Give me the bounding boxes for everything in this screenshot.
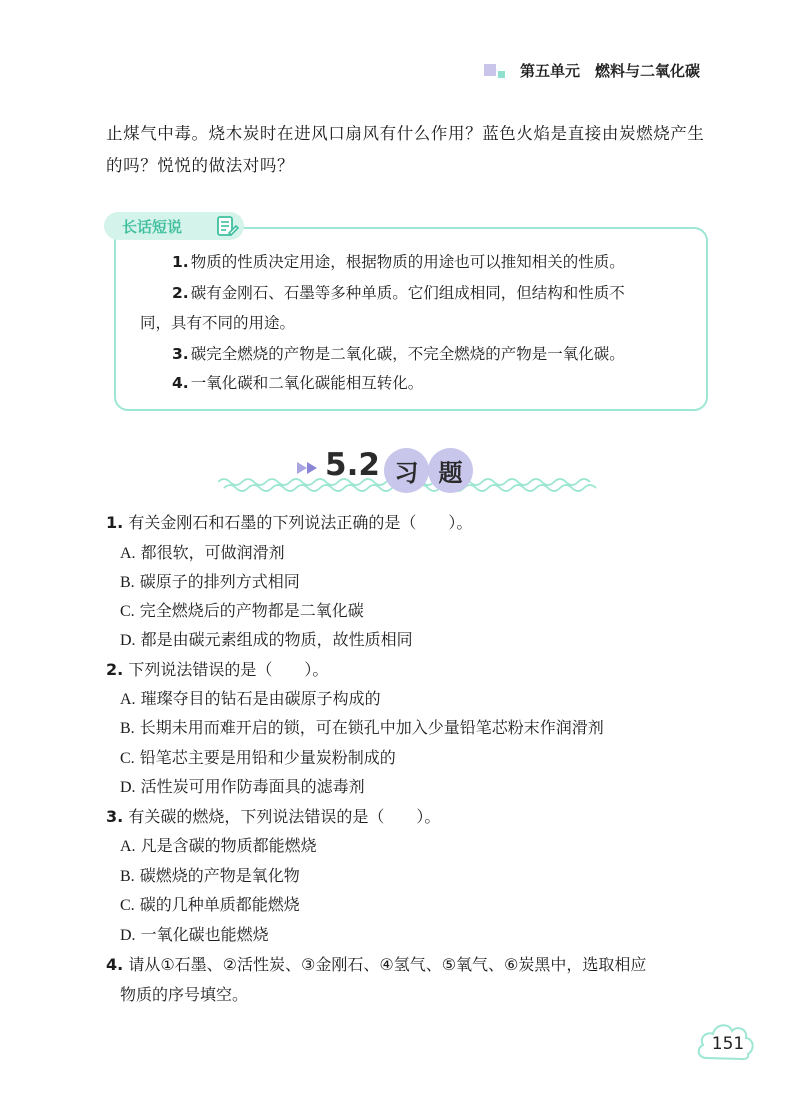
option-letter: B. [120,868,135,885]
summary-item [140,250,686,274]
option-text: 璀璨夺目的钻石是由碳原子构成的 [140,689,381,708]
question-stem-continuation: 物质的序号填空。 [120,985,249,1004]
unit-number: 第五单元 [520,62,581,80]
summary-item-continuation: 同，具有不同的用途。 [140,314,296,332]
option-letter: C. [120,750,135,767]
option [120,774,365,797]
option-text: 都是由碳元素组成的物质，故性质相同 [140,630,413,649]
option [120,892,300,915]
running-header [520,60,700,81]
option [120,833,317,856]
option-letter: B. [120,720,135,737]
option-text: 活性炭可用作防毒面具的滤毒剂 [140,777,365,796]
option-text: 长期未用而难开启的锁，可在锁孔中加入少量铅笔芯粉末作润滑剂 [139,718,604,737]
header-square-mint [498,71,505,78]
question [106,952,646,975]
option [120,627,413,650]
option-text: 都很软，可做润滑剂 [140,543,285,562]
question [106,510,472,533]
option [120,569,300,592]
intro-paragraph [106,118,718,182]
option-letter: A. [120,838,136,855]
question-stem: 下列说法错误的是（ ）。 [128,660,329,679]
option [120,686,381,709]
question-stem: 有关碳的燃烧，下列说法错误的是（ ）。 [128,807,441,826]
summary-item-text: 碳有金刚石、石墨等多种单质。它们组成相同，但结构和性质不 [190,284,625,302]
option-text: 一氧化碳也能燃烧 [140,925,269,944]
page-number: 151 [711,1034,745,1054]
section-title-char: 题 [428,448,473,493]
option-letter: D. [120,779,136,796]
intro-line: 的吗？悦悦的做法对吗？ [106,156,295,175]
section-title-char: 习 [384,448,429,493]
header-square-lavender [484,64,496,76]
question-number: 1. [106,513,124,532]
double-arrow-icon [296,460,322,479]
summary-item-text: 一氧化碳和二氧化碳能相互转化。 [190,374,424,392]
option-text: 碳燃烧的产物是氧化物 [139,866,300,885]
option-letter: D. [120,632,136,649]
summary-item-text: 物质的性质决定用途，根据物质的用途也可以推知相关的性质。 [190,253,625,271]
option-text: 碳的几种单质都能燃烧 [139,895,300,914]
question-number: 3. [106,807,124,826]
summary-item-text: 碳完全燃烧的产物是二氧化碳，不完全燃烧的产物是一氧化碳。 [190,345,625,363]
notepad-icon [214,213,240,243]
option [120,715,604,738]
option [120,745,396,768]
option-letter: B. [120,574,135,591]
option-letter: D. [120,927,136,944]
option-letter: C. [120,897,135,914]
option [120,922,269,945]
unit-title: 燃料与二氧化碳 [595,62,701,80]
option-text: 凡是含碳的物质都能燃烧 [140,836,317,855]
summary-item-number: 1. [172,253,189,271]
option [120,540,285,563]
option-text: 碳原子的排列方式相同 [139,572,300,591]
option-letter: C. [120,603,135,620]
section-number: 5.2 [325,447,380,483]
summary-item [140,342,686,366]
option-text: 完全燃烧后的产物都是二氧化碳 [139,601,364,620]
intro-line: 止煤气中毒。烧木炭时在进风口扇风有什么作用？蓝色火焰是直接由炭燃烧产生 [106,124,705,143]
summary-tab-label: 长话短说 [122,218,183,236]
summary-item-number: 2. [172,284,189,302]
option-letter: A. [120,545,136,562]
question [106,657,328,680]
summary-item [140,371,686,395]
option [120,598,364,621]
summary-item [140,281,686,305]
summary-item-number: 4. [172,374,189,392]
question [106,804,440,827]
question-number: 4. [106,955,124,974]
summary-item-number: 3. [172,345,189,363]
option-letter: A. [120,691,136,708]
question-stem: 请从①石墨、②活性炭、③金刚石、④氢气、⑤氧气、⑥炭黑中，选取相应 [128,955,647,974]
question-number: 2. [106,660,124,679]
option [120,863,300,886]
question-stem: 有关金刚石和石墨的下列说法正确的是（ ）。 [128,513,473,532]
option-text: 铅笔芯主要是用铅和少量炭粉制成的 [139,748,396,767]
